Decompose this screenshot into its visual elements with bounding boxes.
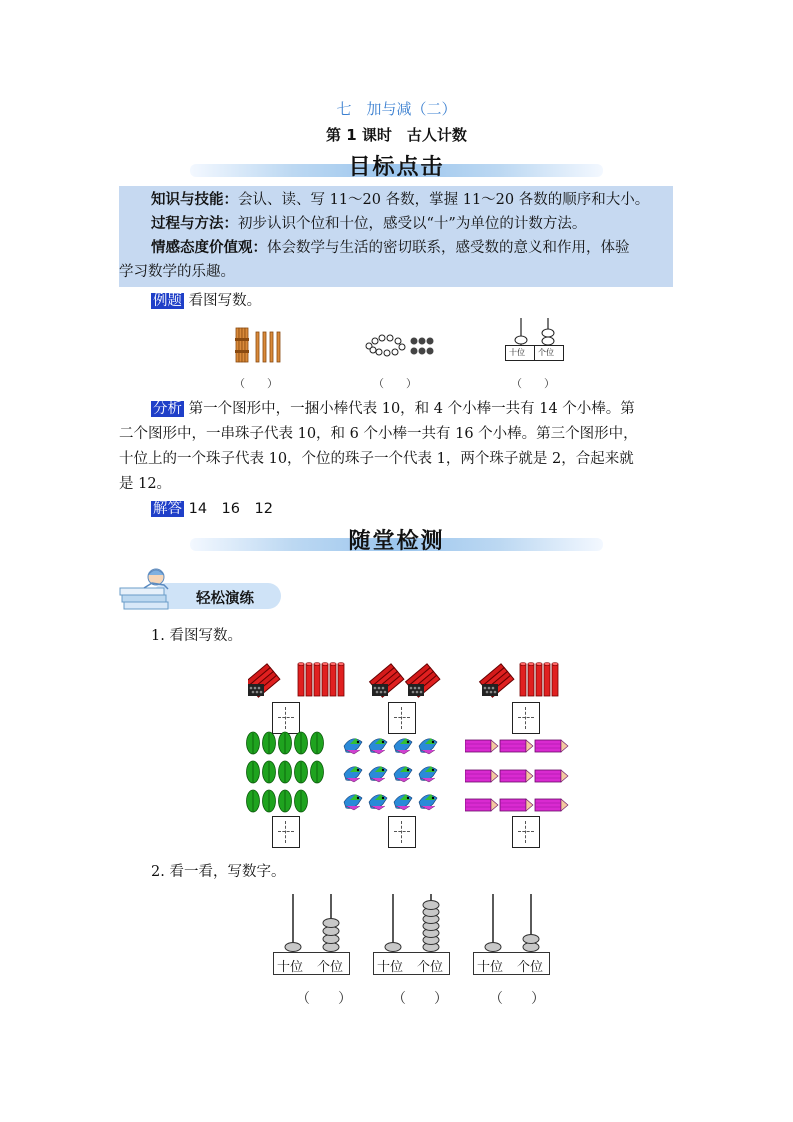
example-sticks-figure [228, 324, 288, 366]
abacus-answer-blank-2[interactable]: （ ） [392, 991, 448, 1007]
abacus-1-ones-label: 个位 [317, 960, 344, 975]
example-line [151, 289, 261, 314]
goals-banner-title: 目标点击 [348, 155, 445, 180]
practice-pill [118, 575, 283, 611]
answer-grid-4[interactable] [272, 816, 300, 848]
goals-banner [190, 150, 603, 186]
answer-grid-3[interactable] [512, 702, 540, 734]
reading-child-icon [118, 567, 178, 615]
leaves-group [244, 731, 328, 815]
answer-blank-2[interactable]: （ ） [373, 377, 417, 390]
check-banner [190, 524, 603, 560]
abacus-answer-blank-1[interactable]: （ ） [296, 991, 352, 1007]
goal-knowledge: 知识与技能：会认、读、写 11～20 各数，掌握 11～20 各数的顺序和大小。 [151, 192, 650, 208]
abacus-2-tens-label: 十位 [377, 960, 404, 975]
answer-blank-1[interactable]: （ ） [234, 377, 278, 390]
pencils-group [465, 738, 573, 816]
practice-pill-label: 轻松演练 [196, 591, 254, 607]
chapter-title: 七 加与减（二） [336, 100, 457, 118]
answer-blank-3[interactable]: （ ） [511, 377, 555, 390]
birds-group [342, 734, 442, 814]
answer-line [151, 497, 273, 522]
analysis-tag: 分析 [153, 401, 182, 417]
firecracker-row [248, 660, 562, 700]
check-banner-title: 随堂检测 [348, 529, 445, 554]
example-prompt: 看图写数。 [188, 293, 262, 309]
question-1: 1. 看图写数。 [151, 628, 242, 644]
answer-grid-2[interactable] [388, 702, 416, 734]
goals-box [119, 186, 673, 287]
abacus-answer-blank-3[interactable]: （ ） [489, 991, 545, 1007]
answer-grid-6[interactable] [512, 816, 540, 848]
example-beads-figure [362, 332, 442, 360]
example-tag: 例题 [153, 293, 182, 309]
abacus-2 [373, 892, 451, 976]
abacus-3 [473, 892, 551, 976]
analysis-block: 分析 第一个图形中，一捆小棒代表 10，和 4 个小棒一共有 14 个小棒。第 二个图形中，一串珠子代表 10，和 6 个小棒一共有 16 个小棒。第三个图形中， 十位上的一个珠子代表 10，个位的珠子一个代表 1，两个珠子就是 2，合起来就 是 12。 [119, 401, 638, 492]
answer-grid-1[interactable] [272, 702, 300, 734]
answer-text: 14 16 12 [188, 501, 273, 517]
goal-process: 过程与方法：初步认识个位和十位，感受以“十”为单位的计数方法。 [151, 216, 587, 232]
lesson-title: 第 1 课时 古人计数 [326, 126, 467, 144]
abacus-1 [273, 892, 351, 976]
abacus-3-tens-label: 十位 [477, 960, 504, 975]
abacus-3-ones-label: 个位 [517, 960, 544, 975]
goal-attitude-cont: 学习数学的乐趣。 [119, 264, 235, 280]
question-2: 2. 看一看，写数字。 [151, 864, 286, 880]
abacus-1-tens-label: 十位 [277, 960, 304, 975]
answer-tag: 解答 [153, 501, 182, 517]
answer-grid-5[interactable] [388, 816, 416, 848]
abacus-2-ones-label: 个位 [417, 960, 444, 975]
goal-attitude: 情感态度价值观：体会数学与生活的密切联系，感受数的意义和作用，体验 [151, 240, 630, 256]
example-abacus: 十位 个位 [505, 316, 565, 362]
